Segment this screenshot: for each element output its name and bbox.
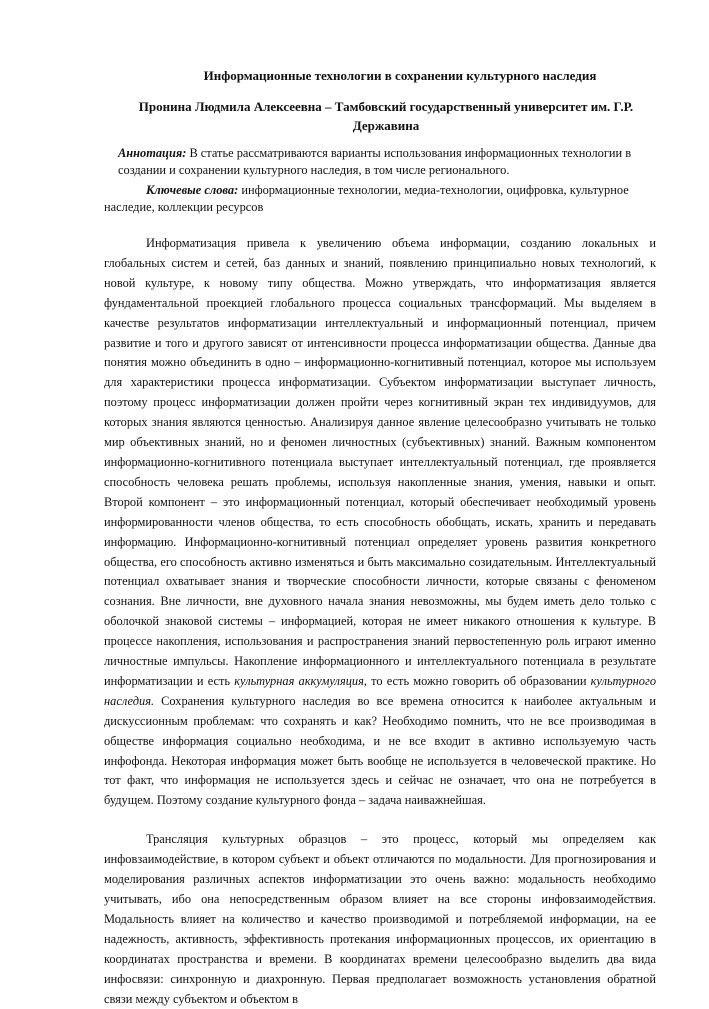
keywords xyxy=(104,182,656,216)
keywords-label: Ключевые слова: xyxy=(146,183,239,197)
paragraph-1-part-3: Сохранения культурного наследия во все времена относится к наиболее актуальным и дискуссионным проблемам: что сохранять и как? Необходимо помнить, что не все производимая в обществе информация социально необходима, и не все входит в активно используемую часть инфофонда. Некоторая информация может быть вообще не используется в человеческой практике. Но тот факт, что информация не используется здесь и сейчас не означает, что она не потребуется в будущем. Поэтому создание культурного фонда – задача наиважнейшая. xyxy=(104,693,656,808)
cultural-heritage-term: культурного наследия. xyxy=(104,673,657,708)
annotation-label: Аннотация: xyxy=(118,146,187,160)
document-title: Информационные технологии в сохранении культурного наследия xyxy=(203,68,597,83)
body-paragraph-2: Трансляция культурных образцов – это процесс, который мы определяем как инфовзаимодействие, в котором субъект и объект отличаются по модальности. Для прогнозирования и моделирования различных аспектов информатизации это очень важно: модальность необходимо учитывать, ибо она непосредственным образом влияет на все стороны инфовзаимодействия. Модальность влияет на количество и качество производимой и потребляемой информации, на ее надежность, активность, эффективность протекания информационных процессов, их ориентацию в координатах пространства и времени. В координатах времени целесообразно выделить два вида инфосвязи: синхронную и диахронную. Первая предполагает возможность установления обратной связи между субъектом и объектом в xyxy=(104,832,656,1006)
paragraph-1-part-2: , то есть можно говорить об образовании xyxy=(363,673,591,688)
annotation xyxy=(118,145,656,179)
keywords-text: информационные технологии, медиа-технологии, оцифровка, культурное наследие, коллекции ресурсов xyxy=(104,183,629,214)
paragraph-1-part-1: Информатизация привела к увеличению объема информации, созданию локальных и глобальных систем и сетей, баз данных и знаний, появлению принципиально новых технологий, к новой культуре, к новому типу общества. Можно утверждать, что информатизация является фундаментальной проекцией глобального процесса социальных трансформаций. Мы выделяем в качестве результатов информатизации интеллектуальный и информационный потенциал, причем развитие и того и другого зависят от интенсивности процесса информатизации общества. Данные два понятия можно объединить в одно – информационно-когнитивный потенциал, которое мы используем для характеристики процесса информатизации. Субъектом информатизации выступает личность, поэтому процесс информатизации должен пройти через когнитивный экран тех индивидуумов, для которых знания являются ценностью. Анализируя данное явление целесообразно учитывать не только мир объективных знаний, но и феномен личностных (субъективных) знаний. Важным компонентом информационно-когнитивного потенциала выступает интеллектуальный потенциал, где проявляется способность человека решать проблемы, используя накопленные знания, умения, навыки и опыт. Второй компонент – это информационный потенциал, который обеспечивает необходимый уровень информированности членов общества, то есть способность обобщать, искать, хранить и передавать информацию. Информационно-когнитивный потенциал определяет уровень развития конкретного общества, его способность активно изменяться и быть максимально созидательным. Интеллектуальный потенциал охватывает знания и творческие способности личности, которые связаны с феноменом сознания. Вне личности, вне духовного начала знания невозможны, мы будем иметь дело только с оболочкой знаковой системы – информацией, которая не имеет никакого отношения к культуре. В процессе накопления, использования и распространения знаний первостепенную роль играют именно личностные импульсы. Накопление информационного и интеллектуального потенциала в результате информатизации и есть xyxy=(104,236,656,688)
author-line: Пронина Людмила Алексеевна – Тамбовский государственный университет им. Г.Р. Державина xyxy=(138,99,634,133)
annotation-text: В статье рассматриваются варианты использования информационных технологии в создании и сохранении культурного наследия, в том числе регионального. xyxy=(118,146,632,177)
body-paragraph-1 xyxy=(104,234,656,811)
cultural-accumulation-term: культурная аккумуляция xyxy=(234,673,364,688)
